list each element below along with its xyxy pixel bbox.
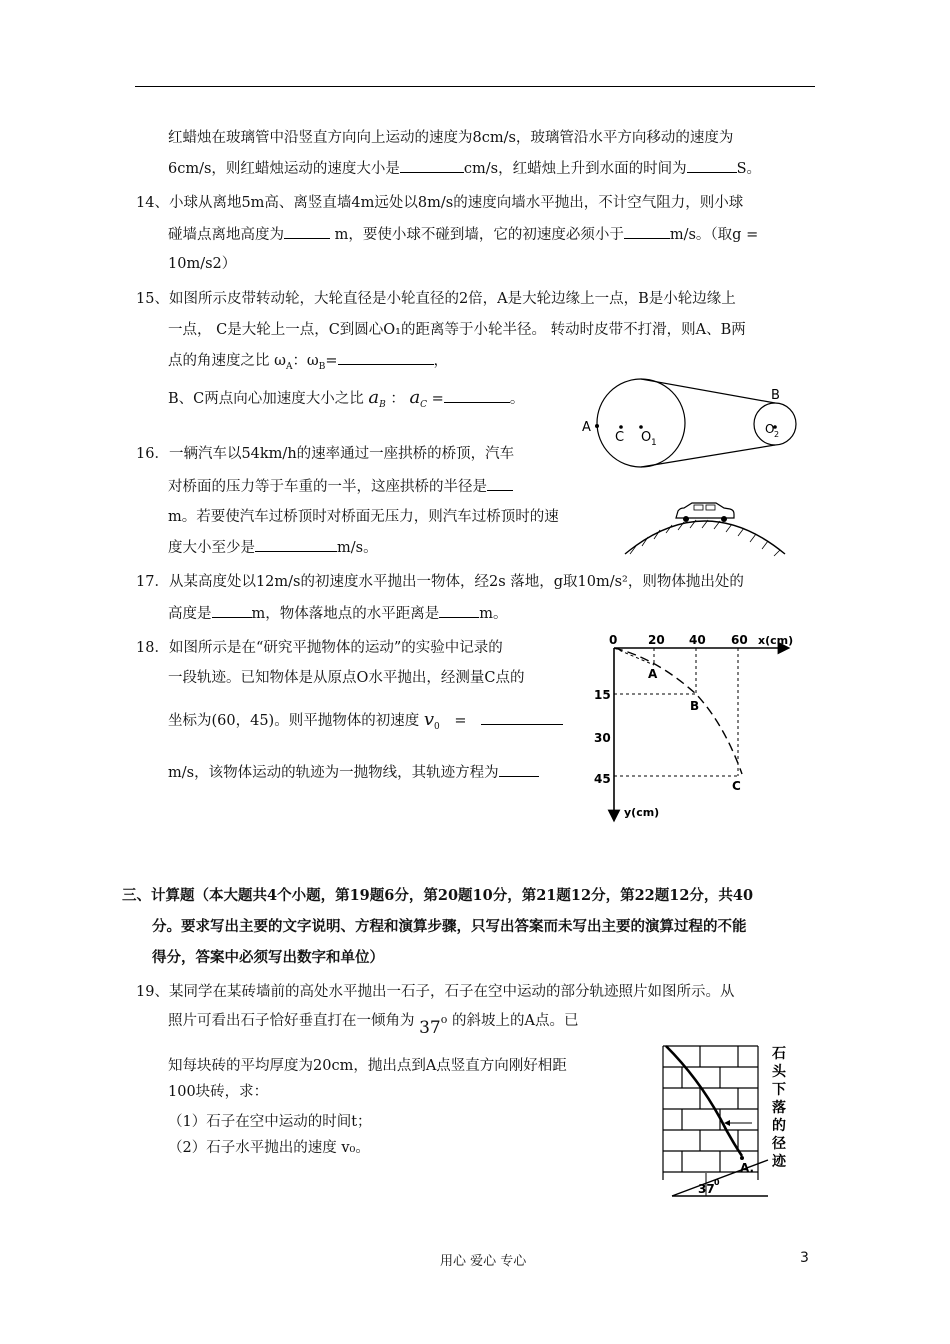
math-symbol: a: [409, 387, 421, 408]
text-seg: m/s。: [337, 540, 378, 556]
section-3-heading: 三、计算题（本大题共4个小题，第19题6分，第20题10分，第21题12分，第22题12分，共40: [122, 887, 754, 904]
math-symbol: a: [368, 387, 380, 408]
text-line: 一点， C是大轮上一点，C到圆心O₁的距离等于小轮半径。 转动时皮带不打滑，则A、B两: [168, 322, 746, 338]
arch-bridge-figure: [620, 494, 790, 558]
point-a-label: A.: [740, 1161, 755, 1175]
text-line: [168, 388, 524, 415]
question-15-line: 15、如图所示皮带转动轮，大轮直径是小轮直径的2倍，A是大轮边缘上一点，B是小轮边缘上: [136, 291, 736, 307]
belt-upper: [641, 379, 775, 403]
stone-path: [666, 1046, 742, 1156]
point-c-dot: [619, 425, 623, 429]
text-line: [168, 1010, 579, 1038]
subscript: 0: [434, 721, 440, 732]
text-seg: 的斜坡上的A点。已: [451, 1013, 579, 1029]
text-line: [168, 603, 508, 624]
y-tick-15: 15: [594, 688, 611, 702]
large-wheel: [597, 379, 685, 467]
answer-blank[interactable]: [499, 762, 539, 777]
caption-char: 头: [772, 1064, 786, 1080]
text-line: （2）石子水平抛出的速度 v₀。: [168, 1140, 370, 1156]
x-axis-label: x(cm): [758, 634, 794, 647]
text-seg: m，物体落地点的水平距离是: [251, 606, 440, 622]
point-a-dot: [595, 424, 599, 428]
belt-pulley-figure: [575, 368, 805, 474]
answer-blank[interactable]: [687, 158, 737, 173]
x-tick-60: 60: [731, 633, 748, 647]
y-tick-30: 30: [594, 731, 611, 745]
text-seg: cm/s，红蜡烛上升到水面的时间为: [463, 161, 687, 177]
question-17-line: 17．从某高度处以12m/s的初速度水平抛出一物体，经2s 落地，g取10m/s²，则物体抛出处的: [136, 574, 744, 590]
text-seg: 6cm/s，则红蜡烛运动的速度大小是: [168, 161, 400, 177]
subscript: C: [420, 399, 428, 410]
text-line: [168, 762, 539, 783]
text-seg: 度大小至少是: [168, 540, 255, 556]
angle-label: 37: [698, 1182, 715, 1196]
text-line: 红蜡烛在玻璃管中沿竖直方向向上运动的速度为8cm/s，玻璃管沿水平方向移动的速度为: [168, 130, 734, 146]
caption-char: 下: [772, 1082, 786, 1098]
answer-blank[interactable]: [212, 603, 252, 618]
caption-char: 石: [772, 1046, 786, 1062]
x-tick-40: 40: [689, 633, 706, 647]
answer-blank[interactable]: [400, 158, 464, 173]
text-line: [168, 710, 563, 737]
text-seg: 。: [509, 391, 525, 407]
answer-blank[interactable]: [481, 710, 563, 725]
text-seg: =: [325, 353, 338, 369]
answer-blank[interactable]: [444, 388, 510, 403]
text-seg: ，: [433, 353, 449, 369]
text-seg: m/s，该物体运动的轨迹为一抛物线，其轨迹方程为: [168, 765, 499, 781]
caption-char: 的: [772, 1118, 786, 1134]
label-a: A: [582, 420, 591, 435]
caption-char: 落: [772, 1100, 786, 1116]
text-line: [168, 476, 513, 497]
math-angle: 37: [419, 1018, 441, 1038]
text-line: [168, 537, 378, 558]
text-line: 10m/s2）: [168, 256, 237, 272]
brick-wall-figure: [658, 1038, 800, 1200]
text-seg: 照片可看出石子恰好垂直打在一倾角为: [168, 1013, 415, 1029]
subscript: B: [318, 361, 326, 372]
y-axis-label: y(cm): [624, 806, 660, 819]
bridge-arch: [625, 521, 785, 554]
x-tick-20: 20: [648, 633, 665, 647]
text-seg: S。: [736, 161, 762, 177]
text-line: [168, 224, 758, 245]
question-16-line: 16．一辆汽车以54km/h的速率通过一座拱桥的桥顶，汽车: [136, 446, 515, 462]
math-degree: o: [440, 1013, 448, 1026]
label-o2-sub: 2: [774, 430, 780, 439]
bridge-hatching: [630, 520, 780, 556]
text-seg: 对桥面的压力等于车重的一半，这座拱桥的半径是: [168, 479, 487, 495]
subscript: B: [379, 399, 386, 410]
question-18-line: 18．如图所示是在“研究平抛物体的运动”的实验中记录的: [136, 640, 503, 656]
belt-lower: [641, 445, 775, 467]
text-line: [168, 350, 448, 377]
x-tick-0: 0: [609, 633, 618, 647]
text-seg: m。: [479, 606, 508, 622]
text-seg: m/s。（取g =: [669, 227, 759, 243]
text-line: 知每块砖的平均厚度为20cm，抛出点到A点竖直方向刚好相距: [168, 1058, 567, 1074]
point-c-label: C: [732, 779, 741, 793]
question-19-line: 19、某同学在某砖墙前的高处水平抛出一石子，石子在空中运动的部分轨迹照片如图所示。从: [136, 984, 735, 1000]
point-a-dot: [740, 1156, 744, 1160]
brick-grid: [663, 1046, 758, 1180]
point-a-label: A: [648, 667, 658, 681]
center-o1-dot: [639, 425, 643, 429]
answer-blank[interactable]: [284, 224, 330, 239]
subscript: A: [285, 361, 293, 372]
answer-blank[interactable]: [624, 224, 670, 239]
text-seg: ：ω: [292, 353, 319, 369]
question-14-line: 14、小球从离地5m高、离竖直墙4m远处以8m/s的速度向墙水平抛出，不计空气阻力，则小球: [136, 195, 744, 211]
header-rule: [135, 86, 815, 87]
y-tick-45: 45: [594, 772, 611, 786]
section-3-line: 分。要求写出主要的文字说明、方程和演算步骤，只写出答案而未写出主要的演算过程的不能: [152, 918, 747, 935]
text-seg: =: [454, 713, 467, 729]
text-seg: 碰墙点离地高度为: [168, 227, 284, 243]
text-seg: =: [431, 391, 444, 407]
caption-char: 径: [772, 1136, 786, 1152]
text-seg: m，要使小球不碰到墙，它的初速度必须小于: [334, 227, 624, 243]
car-icon: [676, 503, 734, 522]
trajectory-figure: [586, 628, 806, 824]
answer-blank[interactable]: [439, 603, 479, 618]
label-o1-sub: 1: [651, 438, 657, 448]
answer-blank[interactable]: [255, 537, 337, 552]
label-b: B: [771, 388, 780, 403]
text-line: 100块砖，求：: [168, 1084, 269, 1100]
text-seg: B、C两点向心加速度大小之比: [168, 391, 364, 407]
page-number: 3: [800, 1250, 809, 1266]
text-seg: 高度是: [168, 606, 212, 622]
footer-slogan: 用心 爱心 专心: [440, 1254, 527, 1269]
text-line: m。若要使汽车过桥顶时对桥面无压力，则汽车过桥顶时的速: [168, 509, 559, 525]
text-seg: 坐标为(60，45)。则平抛物体的初速度: [168, 713, 420, 729]
text-seg: 点的角速度之比 ω: [168, 353, 286, 369]
label-o2: O: [765, 422, 775, 436]
point-b-label: B: [690, 699, 700, 713]
text-line: （1）石子在空中运动的时间t；: [168, 1114, 372, 1130]
text-line: [168, 158, 761, 179]
trajectory-curve: [614, 648, 742, 774]
caption-char: 迹: [772, 1154, 786, 1170]
answer-blank[interactable]: [338, 350, 434, 365]
label-o1: O: [641, 430, 652, 445]
section-3-line: 得分，答案中必须写出数字和单位）: [152, 949, 384, 966]
guide-lines: [614, 648, 738, 776]
label-c: C: [615, 430, 625, 445]
path-caption: [771, 1046, 787, 1170]
angle-degree: 0: [714, 1178, 720, 1187]
math-symbol: v: [423, 709, 434, 730]
answer-blank[interactable]: [487, 476, 513, 491]
text-seg: ：: [390, 391, 405, 407]
text-line: 一段轨迹。已知物体是从原点O水平抛出，经测量C点的: [168, 670, 525, 686]
